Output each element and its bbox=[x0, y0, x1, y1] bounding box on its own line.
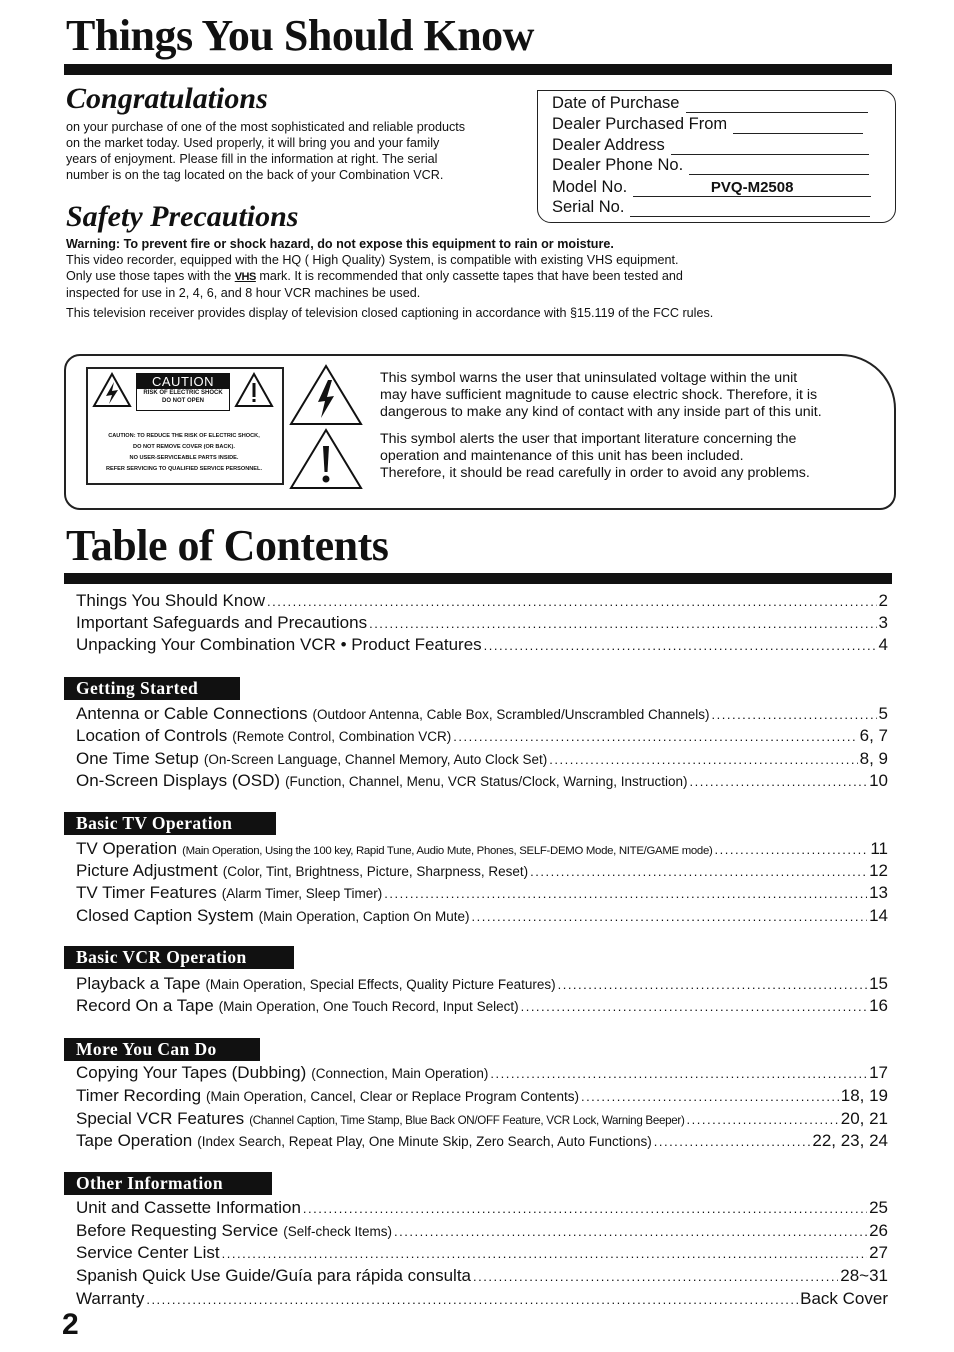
toc-entry[interactable] bbox=[76, 973, 888, 996]
toc-entry-page: 10 bbox=[869, 771, 888, 790]
dealer-address-label: Dealer Address bbox=[552, 136, 665, 154]
caution-body-line: DO NOT REMOVE COVER (OR BACK). bbox=[133, 444, 235, 450]
toc-entry-title: Record On a Tape bbox=[76, 996, 214, 1015]
page-number: 2 bbox=[62, 1308, 79, 1341]
caution-title: CAUTION bbox=[137, 374, 229, 389]
safety-line: This video recorder, equipped with the HQ ( High Quality) System, is compatible with existing VHS equipment. bbox=[66, 253, 679, 267]
toc-leader bbox=[484, 635, 877, 657]
toc-entry-subtitle: (Remote Control, Combination VCR) bbox=[232, 729, 452, 744]
toc-entry-title: Copying Your Tapes (Dubbing) bbox=[76, 1063, 307, 1082]
exclamation-triangle-icon bbox=[234, 372, 274, 408]
section-header-other-information: Other Information bbox=[64, 1172, 272, 1195]
congratulations-text bbox=[66, 119, 528, 183]
page-title: Things You Should Know bbox=[66, 11, 534, 60]
date-of-purchase-row bbox=[552, 93, 868, 113]
section-header-basic-vcr-operation: Basic VCR Operation bbox=[64, 946, 294, 969]
caution-body-line: CAUTION: TO REDUCE THE RISK OF ELECTRIC SHOCK, bbox=[108, 433, 260, 439]
toc-entry-subtitle: (Self-check Items) bbox=[283, 1224, 393, 1239]
model-number-row bbox=[552, 177, 871, 197]
lightning-line: dangerous to make any kind of contact with any inside part of this unit. bbox=[380, 404, 822, 420]
dealer-address-field[interactable] bbox=[671, 138, 869, 155]
toc-entry-title: Closed Caption System bbox=[76, 906, 254, 925]
toc-entry-title: Things You Should Know bbox=[76, 591, 266, 610]
safety-line-part: Only use those tapes with the bbox=[66, 269, 232, 283]
toc-entry-title: Location of Controls bbox=[76, 726, 228, 745]
toc-entry-subtitle: (Main Operation, One Touch Record, Input Select) bbox=[218, 999, 519, 1014]
toc-entry[interactable] bbox=[76, 748, 888, 771]
toc-entry-title: Warranty bbox=[76, 1289, 145, 1308]
toc-leader bbox=[654, 1131, 811, 1153]
toc-entry-title: Special VCR Features bbox=[76, 1109, 245, 1128]
dealer-phone-field[interactable] bbox=[689, 158, 869, 175]
toc-entry-title: Important Safeguards and Precautions bbox=[76, 613, 368, 632]
toc-entry-page: 3 bbox=[878, 613, 888, 632]
purchase-record-form bbox=[537, 90, 896, 223]
caution-body-line: REFER SERVICING TO QUALIFIED SERVICE PERSONNEL. bbox=[105, 466, 263, 472]
exclamation-line: operation and maintenance of this unit has been included. bbox=[380, 448, 744, 464]
toc-entry[interactable] bbox=[76, 612, 888, 635]
dealer-purchased-from-row bbox=[552, 114, 863, 134]
caution-body-line: NO USER-SERVICEABLE PARTS INSIDE. bbox=[129, 455, 239, 461]
toc-leader bbox=[146, 1289, 798, 1311]
serial-number-label: Serial No. bbox=[552, 198, 625, 216]
congratulations-line: number is on the tag located on the back of your Combination VCR. bbox=[66, 168, 444, 182]
toc-leader bbox=[369, 613, 876, 635]
toc-entry[interactable] bbox=[76, 860, 888, 883]
toc-entry-title: On-Screen Displays (OSD) bbox=[76, 771, 281, 790]
toc-leader bbox=[472, 906, 868, 928]
safety-line-part: mark. It is recommended that only cassette tapes that have been tested and bbox=[259, 269, 683, 283]
congratulations-line: on your purchase of one of the most sophisticated and reliable products bbox=[66, 120, 466, 134]
dealer-phone-label: Dealer Phone No. bbox=[552, 156, 684, 174]
title-rule bbox=[64, 64, 892, 75]
toc-entry-title: TV Operation bbox=[76, 839, 178, 858]
dealer-address-row bbox=[552, 135, 869, 155]
toc-title: Table of Contents bbox=[66, 521, 389, 570]
toc-leader bbox=[689, 771, 867, 793]
toc-entry-subtitle: (Main Operation, Using the 100 key, Rapid Tune, Audio Mute, Phones, SELF-DEMO Mode, NITE/GAME mode) bbox=[182, 845, 713, 857]
toc-entry-subtitle: (On-Screen Language, Channel Memory, Auto Clock Set) bbox=[203, 752, 548, 767]
toc-entry[interactable] bbox=[76, 882, 888, 905]
toc-entry-subtitle: (Connection, Main Operation) bbox=[311, 1066, 489, 1081]
serial-number-field[interactable] bbox=[630, 200, 870, 217]
toc-leader bbox=[715, 839, 869, 861]
toc-entry-title: One Time Setup bbox=[76, 749, 199, 768]
toc-entry-page: Back Cover bbox=[800, 1289, 888, 1308]
model-number-label: Model No. bbox=[552, 178, 628, 196]
safety-heading: Safety Precautions bbox=[66, 200, 299, 233]
toc-entry[interactable] bbox=[76, 634, 888, 657]
toc-entry-page: 18, 19 bbox=[840, 1086, 888, 1105]
section-header-getting-started: Getting Started bbox=[64, 677, 240, 700]
vhs-logo: VHS bbox=[234, 271, 256, 283]
toc-entry[interactable] bbox=[76, 1085, 888, 1108]
caution-label bbox=[86, 367, 284, 485]
toc-leader bbox=[490, 1063, 867, 1085]
toc-entry-title: Playback a Tape bbox=[76, 974, 201, 993]
toc-entry-page: 2 bbox=[878, 591, 888, 610]
toc-entry-page: 26 bbox=[869, 1221, 888, 1240]
toc-leader bbox=[394, 1221, 867, 1243]
toc-entry-subtitle: (Main Operation, Cancel, Clear or Replace Program Contents) bbox=[206, 1089, 579, 1104]
toc-leader bbox=[267, 591, 876, 613]
toc-entry[interactable] bbox=[76, 838, 888, 862]
safety-text bbox=[66, 252, 896, 321]
congratulations-heading: Congratulations bbox=[66, 82, 268, 115]
section-header-more-you-can-do: More You Can Do bbox=[64, 1038, 260, 1061]
toc-entry-subtitle: (Outdoor Antenna, Cable Box, Scrambled/Unscrambled Channels) bbox=[312, 707, 710, 722]
toc-leader bbox=[303, 1198, 867, 1220]
toc-entry-subtitle: (Main Operation, Special Effects, Quality Picture Features) bbox=[205, 977, 556, 992]
toc-leader bbox=[384, 883, 867, 905]
safety-line bbox=[66, 268, 896, 285]
toc-entry[interactable] bbox=[76, 1220, 888, 1243]
toc-entry-page: 6, 7 bbox=[859, 726, 888, 745]
caution-header bbox=[136, 373, 230, 411]
toc-entry-page: 5 bbox=[878, 704, 888, 723]
congratulations-line: on the market today. Used properly, it will bring you and your family bbox=[66, 136, 440, 150]
toc-entry-page: 8, 9 bbox=[859, 749, 888, 768]
toc-entry-title: Timer Recording bbox=[76, 1086, 202, 1105]
toc-entry-subtitle: (Alarm Timer, Sleep Timer) bbox=[221, 886, 383, 901]
safety-line: inspected for use in 2, 4, 6, and 8 hour VCR machines be used. bbox=[66, 286, 421, 300]
lightning-line: This symbol warns the user that uninsulated voltage within the unit bbox=[380, 370, 798, 386]
toc-entry[interactable] bbox=[76, 1242, 888, 1265]
model-number-value: PVQ-M2508 bbox=[633, 180, 871, 197]
toc-entry[interactable] bbox=[76, 703, 888, 726]
closed-caption-note: This television receiver provides display of television closed captioning in accordance with §15.119 of the FCC rules. bbox=[66, 306, 714, 320]
toc-entry-subtitle: (Function, Channel, Menu, VCR Status/Clock, Warning, Instruction) bbox=[285, 774, 688, 789]
toc-entry[interactable] bbox=[76, 1197, 888, 1220]
toc-entry-page: 11 bbox=[870, 839, 888, 858]
toc-entry-title: Spanish Quick Use Guide/Guía para rápida consulta bbox=[76, 1266, 472, 1285]
date-of-purchase-label: Date of Purchase bbox=[552, 94, 680, 112]
toc-entry-title: Antenna or Cable Connections bbox=[76, 704, 308, 723]
toc-leader bbox=[581, 1086, 839, 1108]
toc-entry-page: 15 bbox=[869, 974, 888, 993]
toc-entry-page: 27 bbox=[869, 1243, 888, 1262]
toc-entry-subtitle: (Color, Tint, Brightness, Picture, Sharpness, Reset) bbox=[222, 864, 529, 879]
toc-entry-page: 14 bbox=[869, 906, 888, 925]
toc-entry-title: Before Requesting Service bbox=[76, 1221, 279, 1240]
caution-sub1: RISK OF ELECTRIC SHOCK bbox=[143, 390, 223, 396]
toc-entry[interactable] bbox=[76, 905, 888, 928]
toc-entry-page: 17 bbox=[869, 1063, 888, 1082]
dealer-purchased-from-label: Dealer Purchased From bbox=[552, 115, 728, 133]
toc-entry[interactable] bbox=[76, 1062, 888, 1085]
toc-entry-page: 13 bbox=[869, 883, 888, 902]
toc-entry-page: 20, 21 bbox=[840, 1109, 888, 1128]
toc-entry-page: 12 bbox=[869, 861, 888, 880]
toc-leader bbox=[712, 704, 877, 726]
toc-leader bbox=[530, 861, 867, 883]
toc-entry-title: Unit and Cassette Information bbox=[76, 1198, 301, 1217]
toc-entry-title: Unpacking Your Combination VCR • Product Features bbox=[76, 635, 482, 654]
toc-entry[interactable] bbox=[76, 1108, 888, 1132]
toc-leader bbox=[549, 749, 857, 771]
toc-entry-page: 25 bbox=[869, 1198, 888, 1217]
toc-entry-subtitle: (Main Operation, Caption On Mute) bbox=[258, 909, 470, 924]
serial-number-row bbox=[552, 197, 870, 217]
toc-entry[interactable] bbox=[76, 1288, 888, 1311]
toc-entry[interactable] bbox=[76, 1265, 888, 1288]
toc-entry-subtitle: (Index Search, Repeat Play, One Minute Skip, Zero Search, Auto Functions) bbox=[197, 1134, 652, 1149]
date-of-purchase-field[interactable] bbox=[686, 96, 868, 113]
dealer-purchased-from-field[interactable] bbox=[733, 117, 863, 134]
toc-entry-title: Picture Adjustment bbox=[76, 861, 218, 880]
toc-entry-page: 28~31 bbox=[840, 1266, 888, 1285]
lightning-description bbox=[380, 370, 890, 421]
safety-warning: Warning: To prevent fire or shock hazard, do not expose this equipment to rain or moisture. bbox=[66, 237, 614, 251]
toc-entry[interactable] bbox=[76, 1130, 888, 1153]
toc-entry-subtitle: (Channel Caption, Time Stamp, Blue Back ON/OFF Feature, VCR Lock, Warning Beeper) bbox=[249, 1114, 685, 1127]
toc-entry[interactable] bbox=[76, 725, 888, 748]
toc-leader bbox=[473, 1266, 838, 1288]
toc-leader bbox=[558, 974, 867, 996]
congratulations-line: years of enjoyment. Please fill in the information at right. The serial bbox=[66, 152, 438, 166]
toc-leader bbox=[222, 1243, 867, 1265]
toc-leader bbox=[453, 726, 857, 748]
toc-entry-title: TV Timer Features bbox=[76, 883, 217, 902]
dealer-phone-row bbox=[552, 155, 869, 175]
exclamation-description bbox=[380, 431, 890, 482]
toc-entry-page: 22, 23, 24 bbox=[812, 1131, 888, 1150]
exclamation-line: Therefore, it should be read carefully in order to avoid any problems. bbox=[380, 465, 810, 481]
toc-entry[interactable] bbox=[76, 995, 888, 1018]
lightning-triangle-icon bbox=[92, 372, 132, 408]
lightning-line: may have sufficient magnitude to cause electric shock. Therefore, it is bbox=[380, 387, 818, 403]
lightning-warning-icon bbox=[288, 364, 364, 426]
caution-body bbox=[90, 431, 278, 475]
section-header-basic-tv-operation: Basic TV Operation bbox=[64, 812, 276, 835]
exclamation-warning-icon bbox=[288, 428, 364, 490]
toc-entry-page: 4 bbox=[878, 635, 888, 654]
toc-entry-title: Tape Operation bbox=[76, 1131, 193, 1150]
toc-rule bbox=[64, 573, 892, 584]
toc-leader bbox=[521, 996, 867, 1018]
toc-leader bbox=[687, 1109, 839, 1131]
toc-entry[interactable] bbox=[76, 590, 888, 613]
toc-entry-page: 16 bbox=[869, 996, 888, 1015]
toc-entry-title: Service Center List bbox=[76, 1243, 220, 1262]
exclamation-line: This symbol alerts the user that important literature concerning the bbox=[380, 431, 797, 447]
toc-entry[interactable] bbox=[76, 770, 888, 793]
caution-sub2: DO NOT OPEN bbox=[161, 398, 204, 404]
